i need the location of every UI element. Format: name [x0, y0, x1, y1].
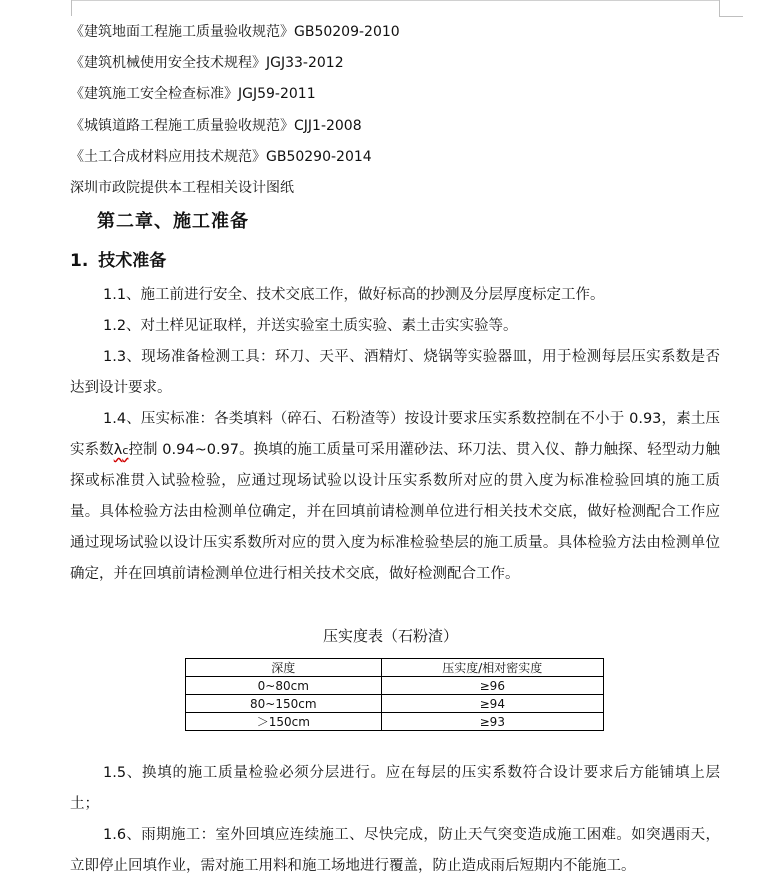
reference-item	[70, 84, 316, 104]
chapter-heading: 第二章、施工准备	[97, 211, 249, 232]
table-row	[186, 677, 604, 695]
table-cell-depth: 80~150cm	[186, 695, 382, 713]
reference-title: 《城镇道路工程施工质量验收规范》	[70, 118, 294, 134]
reference-item	[70, 22, 400, 42]
paragraph-1-6: 1.6、雨期施工：室外回填应连续施工、尽快完成，防止天气突变造成施工困难。如突遇雨天，立即停止回填作业，需对施工用料和施工场地进行覆盖，防止造成雨后短期内不能施工。	[70, 827, 720, 874]
section-number: 1.	[70, 251, 89, 271]
reference-code: GB50290-2014	[266, 149, 372, 165]
reference-title: 《土工合成材料应用技术规范》	[70, 149, 266, 165]
table-cell-compaction: ≥93	[381, 713, 603, 731]
table-row	[186, 713, 604, 731]
section-heading	[70, 248, 166, 274]
compaction-table	[185, 658, 604, 731]
reference-title: 深圳市政院提供本工程相关设计图纸	[70, 180, 294, 196]
table-header-row	[186, 659, 604, 677]
page-top-edge	[72, 0, 719, 1]
compaction-coefficient-symbol	[114, 442, 129, 458]
reference-title: 《建筑地面工程施工质量验收规范》	[70, 24, 294, 40]
paragraph-1-3: 1.3、现场准备检测工具：环刀、天平、酒精灯、烧锅等实验器皿，用于检测每层压实系数是否达到设计要求。	[70, 349, 720, 396]
reference-code: JGJ59-2011	[238, 86, 316, 102]
reference-item	[70, 53, 344, 73]
paragraph-1-5: 1.5、换填的施工质量检验必须分层进行。应在每层的压实系数符合设计要求后方能铺填上层土；	[70, 765, 720, 812]
reference-code: GB50209-2010	[294, 24, 400, 40]
table-caption: 压实度表（石粉渣）	[322, 627, 458, 645]
crop-mark-top-left	[71, 0, 72, 16]
paragraph-1-4	[70, 404, 720, 590]
reference-title: 《建筑机械使用安全技术规程》	[70, 55, 266, 71]
table-cell-compaction: ≥96	[381, 677, 603, 695]
paragraph-1-4-text-end: 控制 0.94~0.97。换填的施工质量可采用灌砂法、环刀法、贯入仪、静力触探、轻型动力触探或标准贯入试验检验，应通过现场试验以设计压实系数所对应的贯入度为标准检验回填的施工质量。具体检验方法由检测单位确定，并在回填前请检测单位进行相关技术交底，做好检测配合工作应通过现场试验以设计压实系数所对应的贯入度为标准检验垫层的施工质量。具体检验方法由检测单位确定，并在回填前请检测单位进行相关技术交底，做好检测配合工作。	[70, 442, 721, 582]
crop-mark-top-right-vertical	[719, 0, 720, 16]
reference-code: CJJ1-2008	[294, 118, 362, 134]
lambda-subscript: c	[122, 444, 129, 457]
table-header-cell: 深度	[186, 659, 382, 677]
crop-mark-top-right-horizontal	[719, 16, 743, 17]
lambda-symbol: λ	[113, 442, 123, 458]
table-row	[186, 695, 604, 713]
table-cell-depth: ＞150cm	[186, 713, 382, 731]
reference-item	[70, 178, 294, 198]
paragraph-1-4-text-start: 1.4、压实标准：各类填料（碎石、石粉渣等）按设计要求压实系数控制在不小于 0.93，素土压实系数	[70, 411, 720, 458]
table-cell-depth: 0~80cm	[186, 677, 382, 695]
reference-title: 《建筑施工安全检查标准》	[70, 86, 238, 102]
reference-code: JGJ33-2012	[266, 55, 344, 71]
table-cell-compaction: ≥94	[381, 695, 603, 713]
table-header-cell: 压实度/相对密实度	[381, 659, 603, 677]
section-title: 技术准备	[98, 251, 167, 271]
paragraph-1-2: 1.2、对土样见证取样，并送实验室土质实验、素土击实实验等。	[103, 318, 518, 334]
reference-item	[70, 116, 362, 136]
paragraph-1-1: 1.1、施工前进行安全、技术交底工作，做好标高的抄测及分层厚度标定工作。	[103, 287, 605, 303]
reference-item	[70, 147, 372, 167]
